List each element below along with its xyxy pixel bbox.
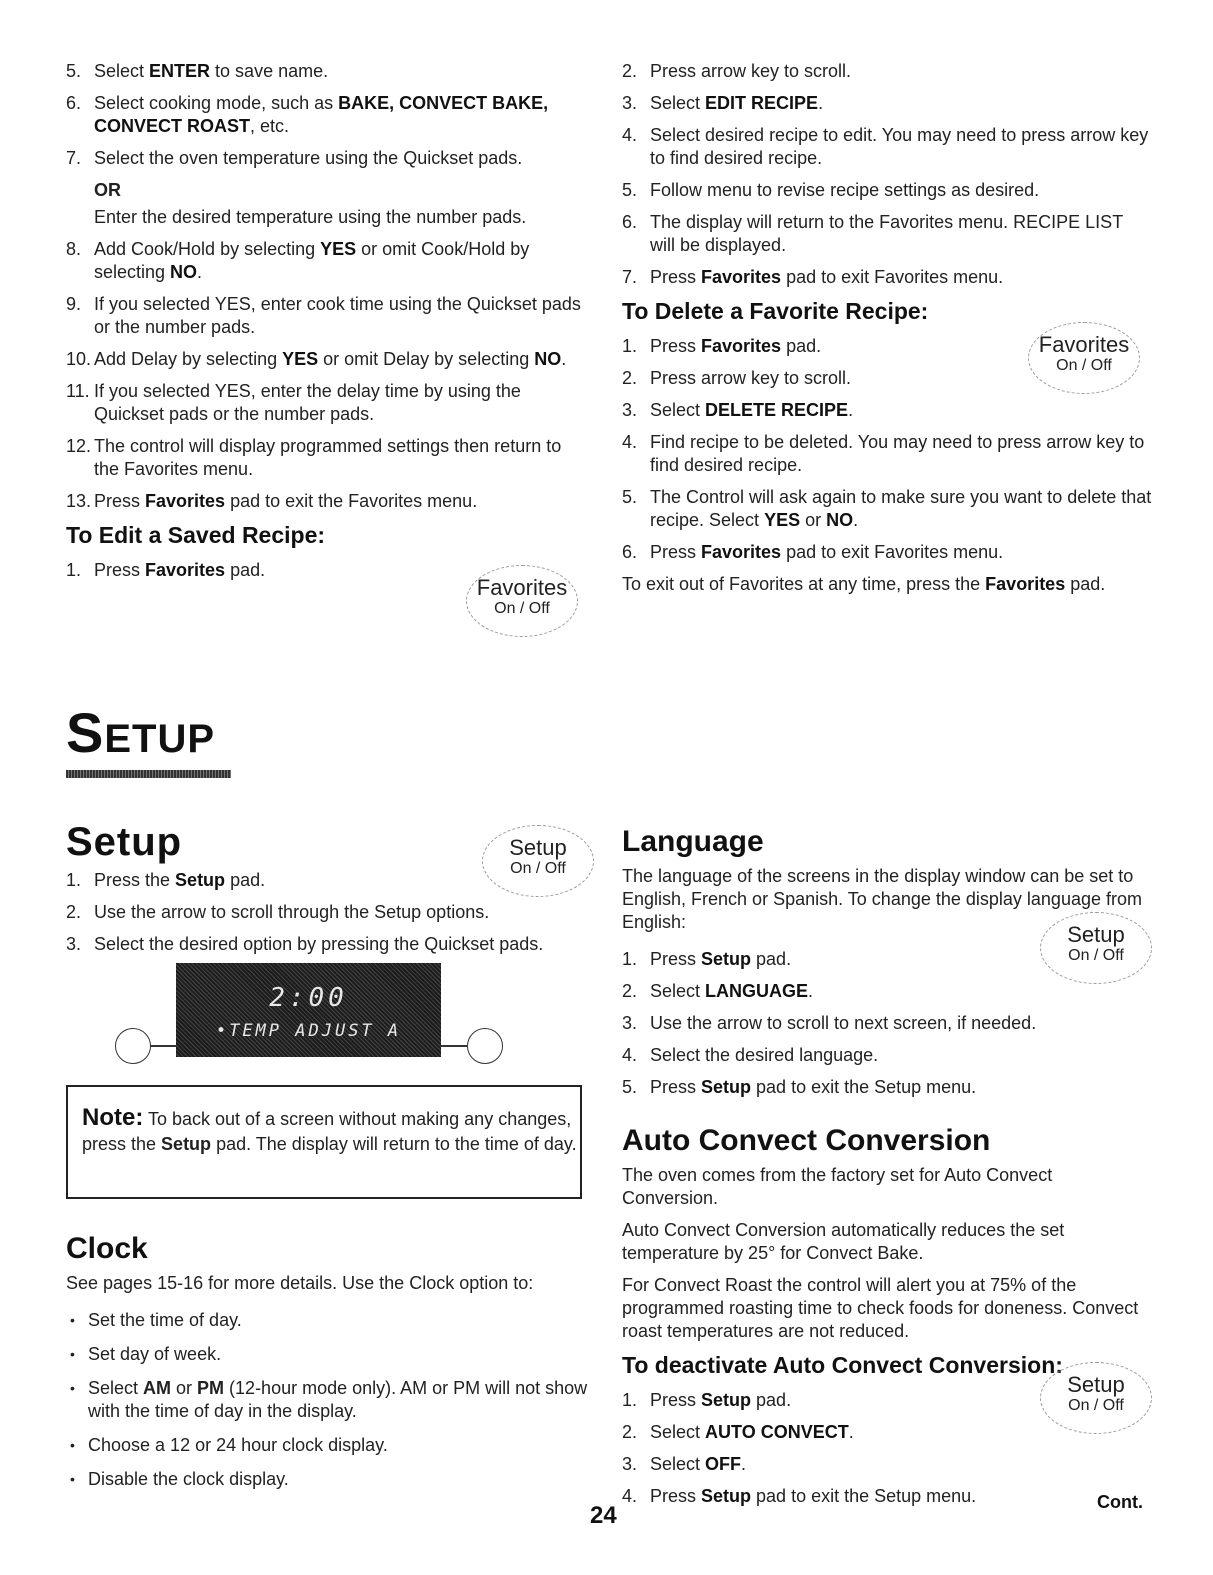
- text-run: Press arrow key to scroll.: [650, 368, 852, 388]
- auto-convect-para: The oven comes from the factory set for Auto Convect Conversion.: [622, 1165, 1053, 1208]
- step-number: 3.: [622, 1454, 638, 1474]
- bullet-item: [66, 1343, 596, 1366]
- step-item: [622, 1453, 1152, 1476]
- steps-list: [66, 238, 586, 513]
- bold-term: NO: [170, 262, 198, 282]
- auto-convect-heading: Auto Convect Conversion: [622, 1124, 991, 1157]
- display-time: 2:00: [269, 983, 348, 1013]
- text-run: pad to exit Favorites menu.: [781, 267, 1004, 287]
- step-number: 12.: [66, 436, 92, 456]
- edit-recipe-heading: To Edit a Saved Recipe:: [66, 522, 326, 548]
- bold-term: YES: [320, 239, 357, 259]
- setup-pad-icon: Setup On / Off: [482, 825, 594, 897]
- text-run: pad.: [225, 870, 266, 890]
- or-label: OR: [94, 180, 121, 200]
- page-number: 24: [590, 1502, 617, 1529]
- step-number: 2.: [622, 368, 638, 388]
- step-item: [622, 60, 1152, 83]
- text-run: Press: [650, 1077, 702, 1097]
- step-number: 2.: [622, 61, 638, 81]
- clock-bullets: [66, 1309, 596, 1491]
- text-run: .: [561, 349, 567, 369]
- text-run: The display will return to the Favorites menu. RECIPE LIST will be displayed.: [650, 212, 1123, 255]
- text-run: Follow menu to revise recipe settings as desired.: [650, 180, 1040, 200]
- bold-term: Setup: [701, 949, 752, 969]
- favorites-pad-icon: Favorites On / Off: [1028, 322, 1140, 394]
- step-number: 6.: [622, 212, 638, 232]
- step-item: [622, 1044, 1152, 1067]
- bold-term: DELETE RECIPE: [705, 400, 849, 420]
- bold-term: Favorites: [701, 267, 782, 287]
- step-item: [66, 293, 586, 339]
- step-number: 6.: [66, 93, 82, 113]
- clock-heading: Clock: [66, 1232, 148, 1265]
- text-run: , etc.: [250, 116, 290, 136]
- bold-term: YES: [764, 510, 801, 530]
- text-run: .: [853, 510, 859, 530]
- display-message: •TEMP ADJUST A: [215, 1021, 402, 1041]
- note-text: [82, 1109, 577, 1154]
- bold-term: Favorites: [145, 560, 226, 580]
- bold-term: Setup: [175, 870, 226, 890]
- text-run: pad to exit the Setup menu.: [751, 1077, 977, 1097]
- step-number: 1.: [66, 560, 82, 580]
- text-run: .: [848, 1422, 854, 1442]
- text-run: .: [848, 400, 854, 420]
- bold-term: BAKE, CONVECT BAKE, CONVECT ROAST: [94, 93, 549, 136]
- text-run: (12-hour mode only). AM or PM will not show with the time of day in the display.: [88, 1378, 588, 1421]
- step-number: 4.: [622, 125, 638, 145]
- left-knob-icon: [115, 1028, 151, 1064]
- step-number: 1.: [66, 870, 82, 890]
- step-number: 11.: [66, 381, 90, 401]
- text-run: or: [800, 510, 827, 530]
- step-number: 10.: [66, 349, 92, 369]
- bold-term: EDIT RECIPE: [705, 93, 819, 113]
- text-run: Press: [650, 336, 702, 356]
- bold-term: NO: [534, 349, 562, 369]
- text-run: Select: [650, 93, 706, 113]
- bold-term: LANGUAGE: [705, 981, 809, 1001]
- step-number: 1.: [622, 1390, 638, 1410]
- text-run: .: [197, 262, 203, 282]
- step-item: [622, 211, 1152, 257]
- step-number: 4.: [622, 1045, 638, 1065]
- text-run: Select the desired language.: [650, 1045, 879, 1065]
- text-run: pad to exit Favorites menu.: [781, 542, 1004, 562]
- step-item: [66, 901, 596, 924]
- text-run: pad to exit the Favorites menu.: [225, 491, 478, 511]
- bold-term: Favorites: [985, 574, 1066, 594]
- bold-term: Setup: [701, 1486, 752, 1506]
- step-item: [66, 933, 596, 956]
- step-item: [622, 980, 1152, 1003]
- text-run: Select: [650, 400, 706, 420]
- step-number: 2.: [622, 981, 638, 1001]
- auto-convect-para: Auto Convect Conversion automatically reduces the set temperature by 25° for Convect Bake.: [622, 1220, 1065, 1263]
- deactivate-heading: To deactivate Auto Convect Conversion:: [622, 1352, 1063, 1378]
- step-item: [622, 1012, 1152, 1035]
- text-run: Select the desired option by pressing the Quickset pads.: [94, 934, 544, 954]
- text-run: Use the arrow to scroll through the Setup options.: [94, 902, 490, 922]
- text-run: Set the time of day.: [88, 1310, 242, 1330]
- text-run: or: [171, 1378, 198, 1398]
- text-run: .: [808, 981, 814, 1001]
- text-run: pad to exit the Setup menu.: [751, 1486, 977, 1506]
- bold-term: Setup: [701, 1390, 752, 1410]
- bold-term: Favorites: [701, 542, 782, 562]
- text-run: Press: [650, 1390, 702, 1410]
- right-knob-icon: [467, 1028, 503, 1064]
- step-number: 3.: [622, 93, 638, 113]
- step-number: 5.: [66, 61, 82, 81]
- bold-term: AUTO CONVECT: [705, 1422, 849, 1442]
- step-number: 7.: [622, 267, 638, 287]
- step-item: [622, 92, 1152, 115]
- continued-label: Cont.: [1097, 1492, 1143, 1512]
- note-heading: Note:: [82, 1104, 144, 1131]
- text-run: pad.: [751, 1390, 792, 1410]
- step-number: 3.: [622, 400, 638, 420]
- text-run: If you selected YES, enter cook time using the Quickset pads or the number pads.: [94, 294, 581, 337]
- step-number: 5.: [622, 1077, 638, 1097]
- text-run: Select: [94, 61, 150, 81]
- step-item: [622, 541, 1152, 564]
- step-item: [66, 147, 586, 170]
- text-run: Press: [650, 267, 702, 287]
- step-number: 6.: [622, 542, 638, 562]
- oven-display: [176, 963, 441, 1057]
- text-run: Disable the clock display.: [88, 1469, 289, 1489]
- step-number: 13.: [66, 491, 92, 511]
- step-number: 1.: [622, 949, 638, 969]
- bold-term: Favorites: [701, 336, 782, 356]
- bold-term: Favorites: [145, 491, 226, 511]
- bullet-item: [66, 1434, 596, 1457]
- step-item: [66, 238, 586, 284]
- text-run: Add Cook/Hold by selecting: [94, 239, 321, 259]
- text-run: Add Delay by selecting: [94, 349, 283, 369]
- text-run: Select: [650, 1454, 706, 1474]
- text-run: Select: [88, 1378, 144, 1398]
- step-item: [66, 435, 586, 481]
- bold-term: Setup: [161, 1134, 212, 1154]
- exit-favorites-text: [622, 573, 1152, 596]
- step-item: [622, 179, 1152, 202]
- step-number: 4.: [622, 1486, 638, 1506]
- text-run: Select the oven temperature using the Quickset pads.: [94, 148, 523, 168]
- or-text: Enter the desired temperature using the number pads.: [94, 207, 527, 227]
- step-number: 1.: [622, 336, 638, 356]
- bold-term: OFF: [705, 1454, 742, 1474]
- text-run: pad.: [751, 949, 792, 969]
- text-run: Press: [94, 491, 146, 511]
- clock-column: [66, 1232, 596, 1502]
- section-title: SETUP: [66, 701, 216, 764]
- text-run: Press: [650, 1486, 702, 1506]
- top-left-column: [66, 60, 586, 591]
- bold-term: PM: [197, 1378, 225, 1398]
- setup-heading: Setup: [66, 820, 183, 864]
- step-number: 2.: [622, 1422, 638, 1442]
- text-run: Press arrow key to scroll.: [650, 61, 852, 81]
- text-run: Select desired recipe to edit. You may need to press arrow key to find desired recipe.: [650, 125, 1149, 168]
- text-run: Choose a 12 or 24 hour clock display.: [88, 1435, 388, 1455]
- auto-convect-para: For Convect Roast the control will alert you at 75% of the programmed roasting time to check foods for doneness. Convect roast temperatures are not reduced.: [622, 1275, 1139, 1341]
- text-run: The control will display programmed settings then return to the Favorites menu.: [94, 436, 562, 479]
- left-knob-connector: [150, 1045, 176, 1047]
- text-run: Select cooking mode, such as: [94, 93, 339, 113]
- step-item: [622, 1076, 1152, 1099]
- steps-list: [622, 60, 1152, 289]
- step-number: 3.: [622, 1013, 638, 1033]
- step-item: [66, 490, 586, 513]
- text-run: Press: [650, 542, 702, 562]
- text-run: .: [818, 93, 824, 113]
- setup-pad-icon: Setup On / Off: [1040, 912, 1152, 984]
- text-run: Press: [650, 949, 702, 969]
- text-run: The Control will ask again to make sure you want to delete that recipe. Select: [650, 487, 1152, 530]
- step-number: 8.: [66, 239, 82, 259]
- text-run: or omit Cook/Hold by selecting: [94, 239, 530, 282]
- bold-term: AM: [143, 1378, 172, 1398]
- step-item: [622, 124, 1152, 170]
- bullet-item: [66, 1468, 596, 1491]
- text-run: pad.: [781, 336, 822, 356]
- right-knob-connector: [441, 1045, 467, 1047]
- steps-list: [66, 60, 586, 170]
- bold-term: ENTER: [149, 61, 211, 81]
- text-run: Set day of week.: [88, 1344, 222, 1364]
- text-run: .: [741, 1454, 747, 1474]
- step-number: 5.: [622, 180, 638, 200]
- step-item: [66, 380, 586, 426]
- step-number: 5.: [622, 487, 638, 507]
- bold-term: YES: [282, 349, 319, 369]
- step-item: [622, 486, 1152, 532]
- step-item: [622, 399, 1152, 422]
- text-run: Select: [650, 1422, 706, 1442]
- step-item: [66, 92, 586, 138]
- step-item: [622, 1485, 1152, 1508]
- step-number: 3.: [66, 934, 82, 954]
- language-intro: The language of the screens in the display window can be set to English, French or Spanish. To change the display language from English:: [622, 866, 1142, 932]
- text-run: Select: [650, 981, 706, 1001]
- text-run: If you selected YES, enter the delay time by using the Quickset pads or the number pads.: [94, 381, 521, 424]
- text-run: To exit out of Favorites at any time, press the: [622, 574, 986, 594]
- step-item: [66, 348, 586, 371]
- note-box: [66, 1085, 582, 1199]
- step-item: [66, 60, 586, 83]
- text-run: Press the: [94, 870, 176, 890]
- setup-pad-icon: Setup On / Off: [1040, 1362, 1152, 1434]
- bold-term: NO: [826, 510, 854, 530]
- step-item: [622, 266, 1152, 289]
- step-number: 7.: [66, 148, 82, 168]
- section-title-rule: [66, 770, 231, 778]
- text-run: pad.: [1065, 574, 1106, 594]
- text-run: Press: [94, 560, 146, 580]
- text-run: to save name.: [210, 61, 329, 81]
- text-run: Find recipe to be deleted. You may need to press arrow key to find desired recipe.: [650, 432, 1145, 475]
- text-run: pad.: [225, 560, 266, 580]
- bullet-item: [66, 1377, 596, 1423]
- step-number: 4.: [622, 432, 638, 452]
- text-run: Use the arrow to scroll to next screen, if needed.: [650, 1013, 1037, 1033]
- favorites-pad-icon: Favorites On / Off: [466, 565, 578, 637]
- step-number: 2.: [66, 902, 82, 922]
- text-run: or omit Delay by selecting: [318, 349, 535, 369]
- auto-convect-column: [622, 1124, 1152, 1517]
- step-number: 9.: [66, 294, 82, 314]
- step-item: [622, 431, 1152, 477]
- clock-intro: See pages 15-16 for more details. Use the Clock option to:: [66, 1273, 534, 1293]
- text-run: To back out of a screen without making any changes, press the: [82, 1109, 572, 1154]
- text-run: pad. The display will return to the time of day.: [211, 1134, 577, 1154]
- language-heading: Language: [622, 825, 764, 858]
- bold-term: Setup: [701, 1077, 752, 1097]
- delete-recipe-heading: To Delete a Favorite Recipe:: [622, 298, 929, 324]
- bullet-item: [66, 1309, 596, 1332]
